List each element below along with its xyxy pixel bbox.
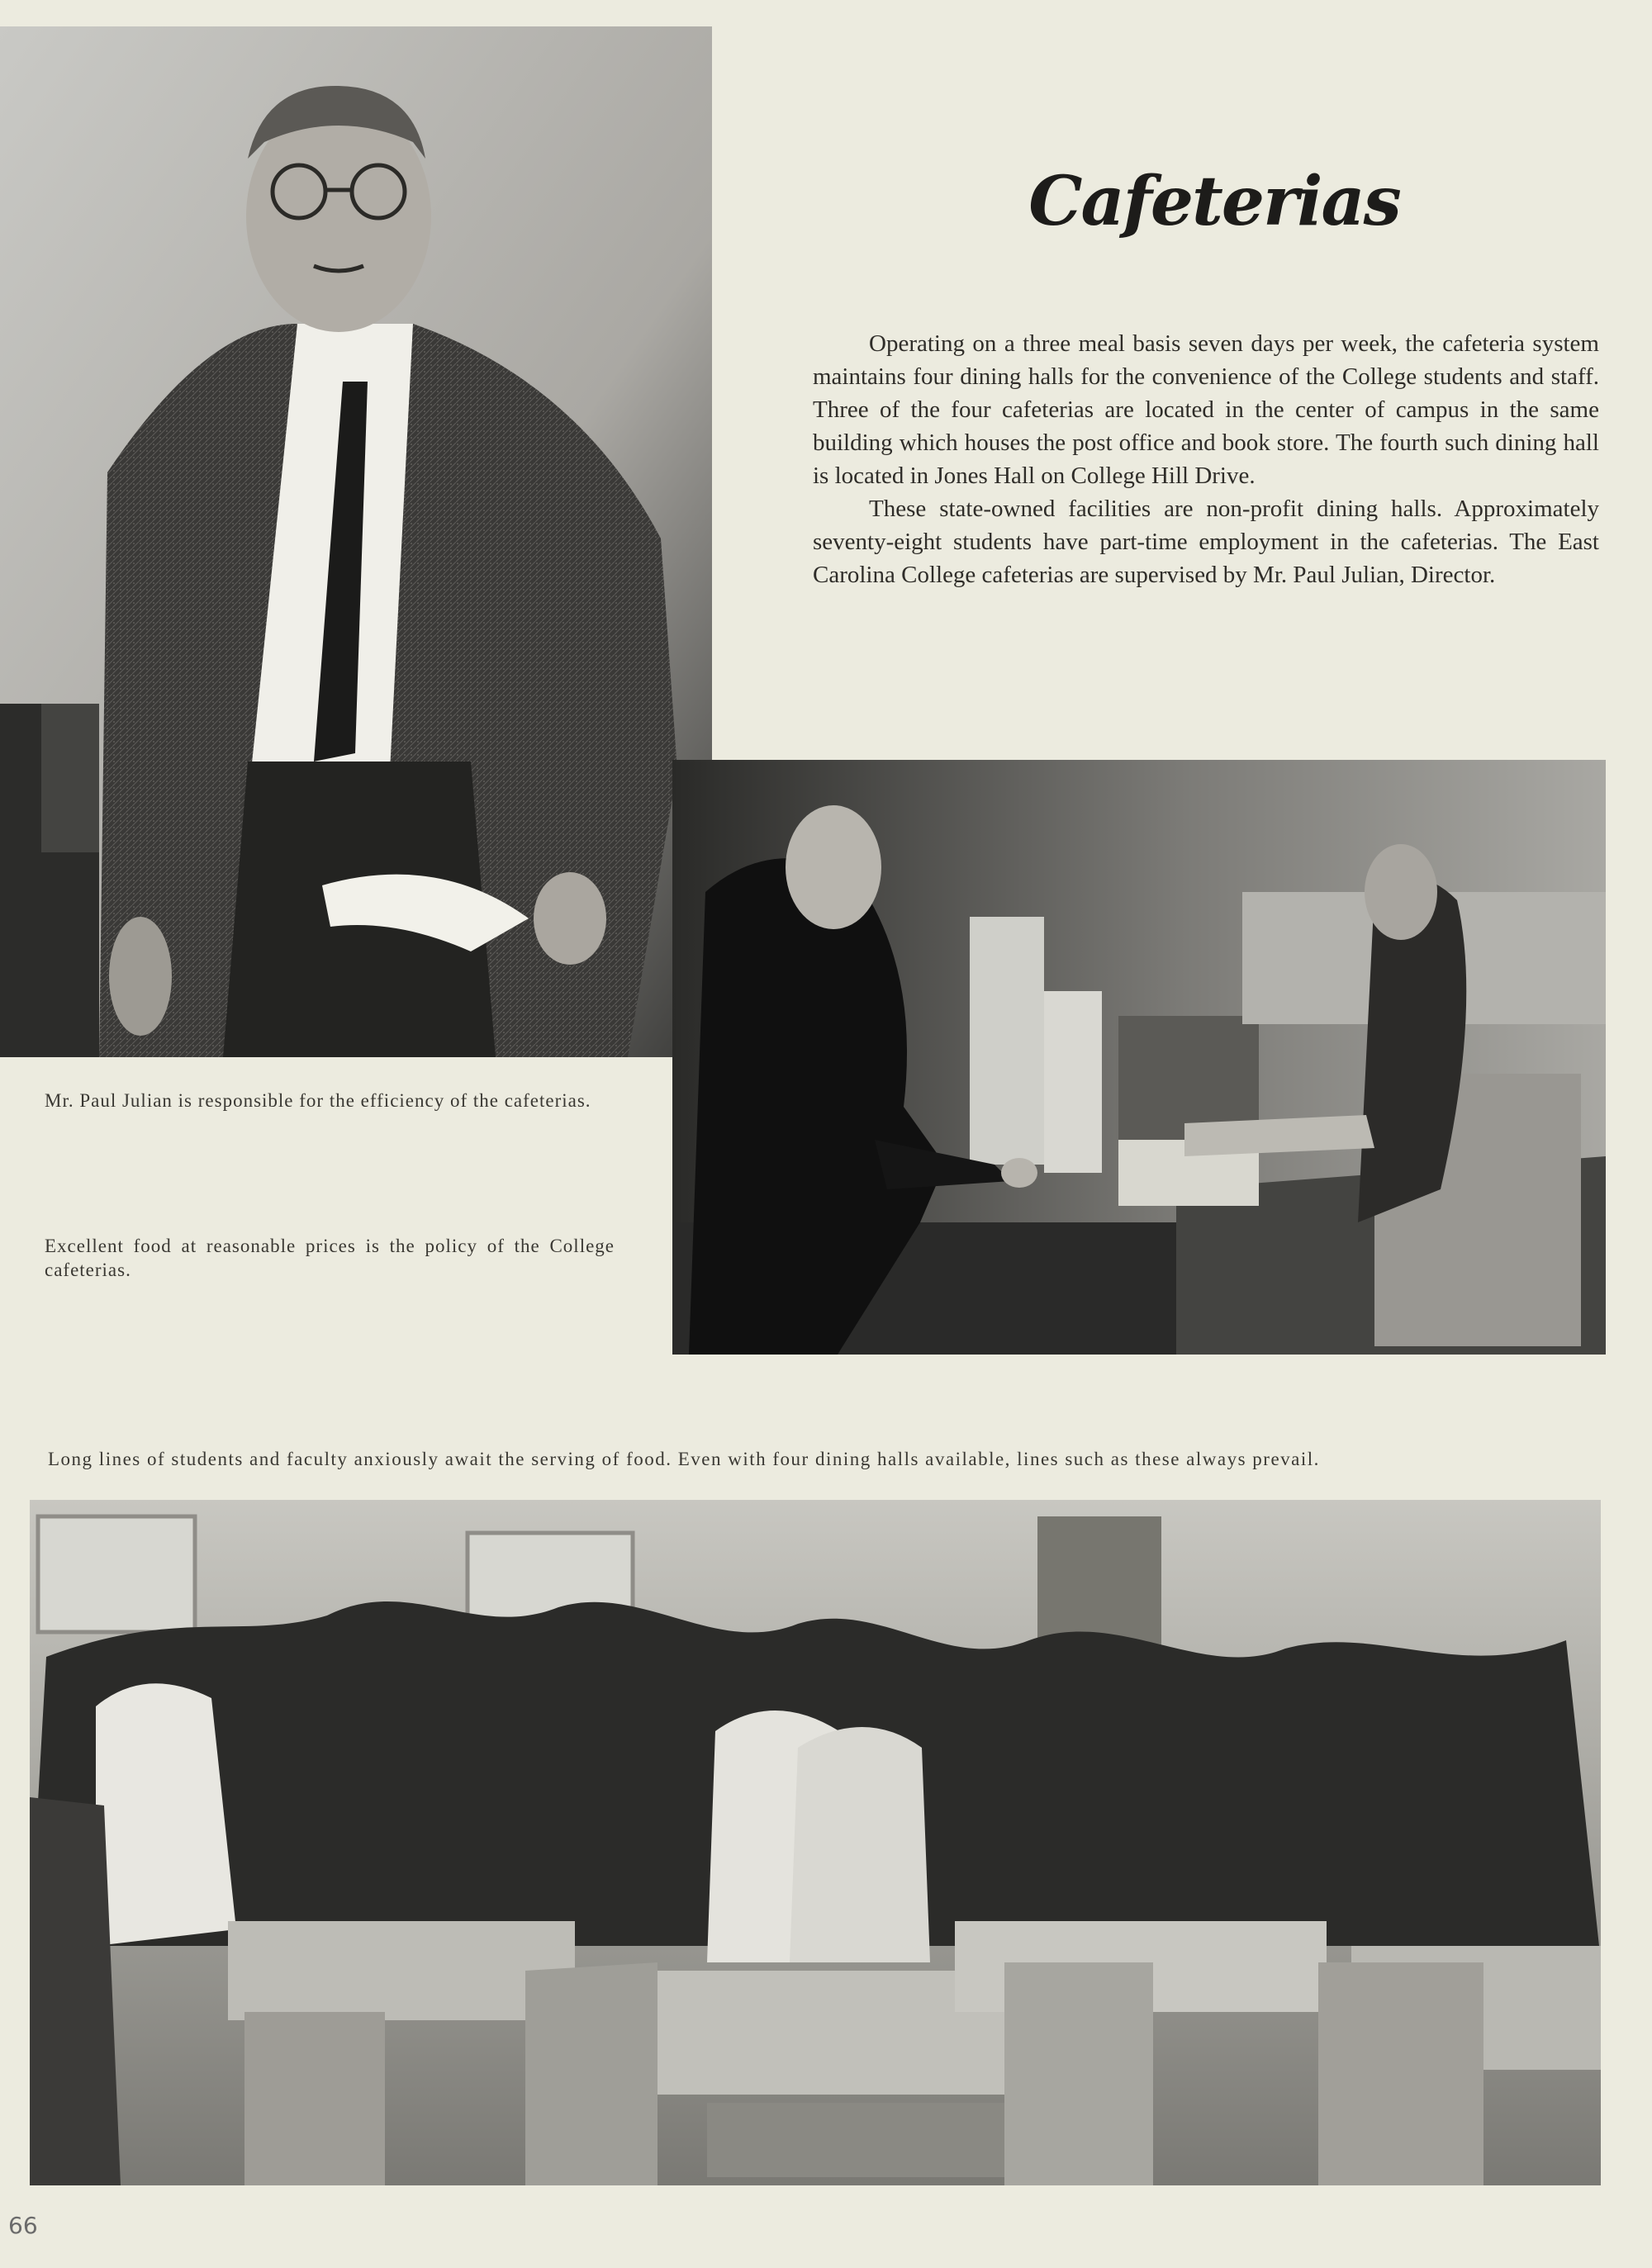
counter-photo-caption: Excellent food at reasonable prices is the policy of the College cafeterias. (45, 1236, 615, 1280)
director-photo (0, 26, 712, 1057)
page-title: Cafeterias (1028, 162, 1400, 241)
cafeteria-counter-photo (672, 760, 1606, 1355)
article-text (813, 327, 1599, 591)
page-number: 66 (8, 2212, 38, 2239)
article-paragraph-2: These state-owned facilities are non-profit dining halls. Approximately seventy-eight students have part-time employment in the cafeterias. The East Carolina College cafeterias are supervised by Mr. Paul Julian, Director. (813, 496, 1599, 588)
director-photo-caption: Mr. Paul Julian is responsible for the efficiency of the cafeterias. (45, 1090, 591, 1111)
dining-hall-lines-photo (30, 1500, 1601, 2185)
article-paragraph-1: Operating on a three meal basis seven days per week, the cafeteria system maintains four dining halls for the convenience of the College students and staff. Three of the four cafeterias are located in the center of campus in the same building which houses the post office and book store. The fourth such dining hall is located in Jones Hall on College Hill Drive. (813, 330, 1599, 489)
dining-hall-photo-caption: Long lines of students and faculty anxiously await the serving of food. Even with four dining halls available, lines such as these always prevail. (48, 1449, 1320, 1469)
